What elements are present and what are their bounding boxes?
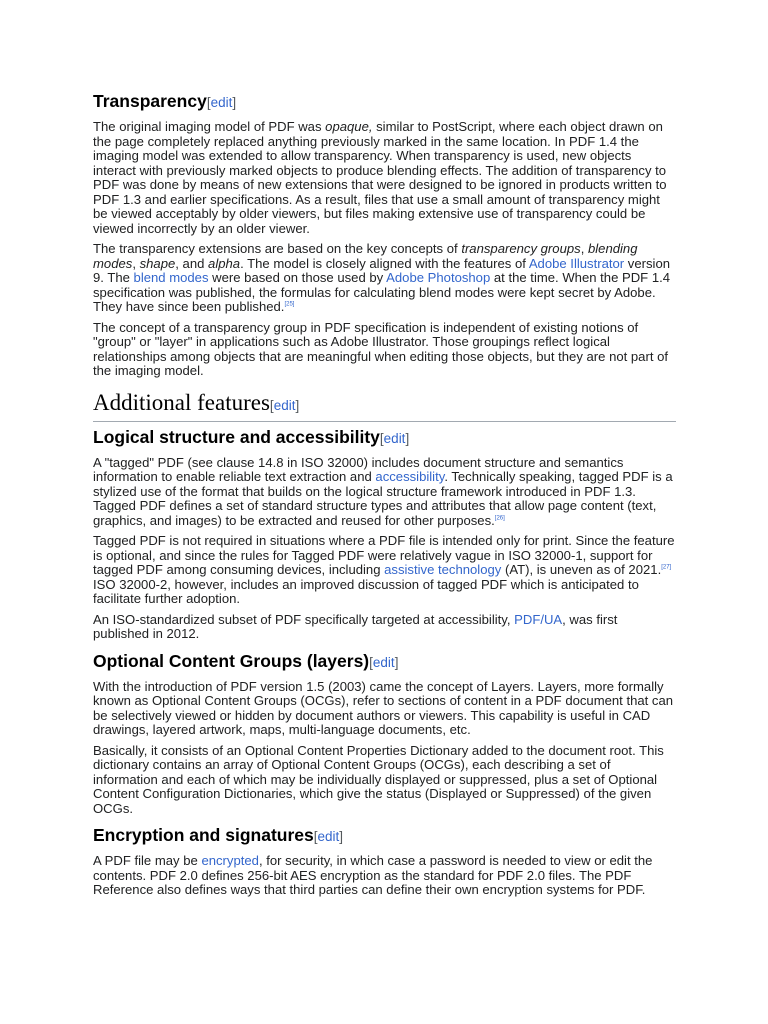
paragraph-logical-3: An ISO-standardized subset of PDF specifically targeted at accessibility, PDF/UA, was first published in 2012. <box>93 611 618 641</box>
heading-transparency: Transparency[edit] <box>93 91 237 111</box>
paragraph-ocg-1: With the introduction of PDF version 1.5 (2003) came the concept of Layers. Layers, more formally known as Optional Content Groups (OCGs), refer to sections of content in a PDF document that can be selectively viewed or hidden by document authors or viewers. This capability is useful in CAD drawings, layered artwork, maps, multi-language documents, etc. <box>93 678 674 737</box>
link-adobe-illustrator[interactable]: Adobe Illustrator <box>528 255 625 271</box>
reference-25[interactable]: [25] <box>284 301 295 308</box>
reference-26[interactable]: [26] <box>494 515 505 522</box>
heading-logical-structure: Logical structure and accessibility[edit] <box>93 426 410 447</box>
edit-link-additional-features[interactable]: [edit] <box>269 397 300 413</box>
paragraph-transparency-2: The transparency extensions are based on the key concepts of transparency groups, blending modes, shape, and alpha. The model is closely aligned with the features of Adobe Illustrator version 9. The blend modes were based on those used by Adobe Photoshop at the time. When the PDF 1.4 specification was published, the formulas for calculating blend modes were kept secret by Adobe. They have since been published.[25] <box>93 241 671 314</box>
article-content <box>93 90 676 904</box>
edit-link-optional-content-groups[interactable]: [edit] <box>369 654 399 670</box>
edit-link-logical-structure[interactable]: [edit] <box>379 430 410 446</box>
edit-link-transparency[interactable]: [edit] <box>206 95 237 110</box>
link-blend-modes[interactable]: blend modes <box>133 270 209 285</box>
paragraph-encryption-1: A PDF file may be encrypted, for security, in which case a password is needed to view or edit the contents. PDF 2.0 defines 256-bit AES encryption as the standard for PDF 2.0 files. The PDF Reference also defines ways that third parties can define their own encryption systems for PDF. <box>93 853 653 897</box>
heading-additional-features: Additional features[edit] <box>93 389 676 422</box>
reference-27[interactable]: [27] <box>661 564 672 571</box>
heading-encryption-signatures: Encryption and signatures[edit] <box>93 825 344 845</box>
heading-optional-content-groups: Optional Content Groups (layers)[edit] <box>93 650 399 671</box>
link-accessibility[interactable]: accessibility <box>375 469 445 484</box>
link-pdf-ua[interactable]: PDF/UA <box>514 611 563 627</box>
edit-link-encryption-signatures[interactable]: [edit] <box>313 829 344 844</box>
paragraph-transparency-3: The concept of a transparency group in PDF specification is independent of existing notions of "group" or "layer" in applications such as Adobe Illustrator. Those groupings reflect logical relationships among objects that are meaningful when editing those objects, but they are not part of the imaging model. <box>93 319 669 378</box>
paragraph-ocg-2: Basically, it consists of an Optional Content Properties Dictionary added to the document root. This dictionary contains an array of Optional Content Groups (OCGs), each describing a set of information and each of which may be individually displayed or suppressed, plus a set of Optional Content Configuration Dictionaries, which give the status (Displayed or Suppressed) of the given OCGs. <box>93 742 664 816</box>
link-encrypted[interactable]: encrypted <box>201 853 259 868</box>
paragraph-logical-1: A "tagged" PDF (see clause 14.8 in ISO 32000) includes document structure and semantics information to enable reliable text extraction and accessibility. Technically speaking, tagged PDF is a stylized use of the format that builds on the logical structure framework introduced in PDF 1.3. Tagged PDF defines a set of standard structure types and attributes that allow page content (text, graphics, and images) to be extracted and reused for other purposes.[26] <box>93 454 673 528</box>
link-assistive-technology[interactable]: assistive technology <box>384 562 502 577</box>
paragraph-transparency-1: The original imaging model of PDF was opaque, similar to PostScript, where each object drawn on the page completely replaced anything previously marked in the same location. In PDF 1.4 the imaging model was extended to allow transparency. When transparency is used, new objects interact with previously marked objects to produce blending effects. The addition of transparency to PDF was done by means of new extensions that were designed to be ignored in products written to PDF 1.3 and earlier specifications. As a result, files that use a small amount of transparency might be viewed acceptably by older viewers, but files making extensive use of transparency could be viewed incorrectly by an older viewer. <box>93 119 667 236</box>
link-adobe-photoshop[interactable]: Adobe Photoshop <box>386 270 491 285</box>
paragraph-logical-2: Tagged PDF is not required in situations where a PDF file is intended only for print. Since the feature is optional, and since the rules for Tagged PDF were relatively vague in ISO 32000-1, support for tagged PDF among consuming devices, including assistive technology (AT), is uneven as of 2021.[27] ISO 32000-2, however, includes an improved discussion of tagged PDF which is anticipated to facilitate further adoption. <box>93 533 675 606</box>
